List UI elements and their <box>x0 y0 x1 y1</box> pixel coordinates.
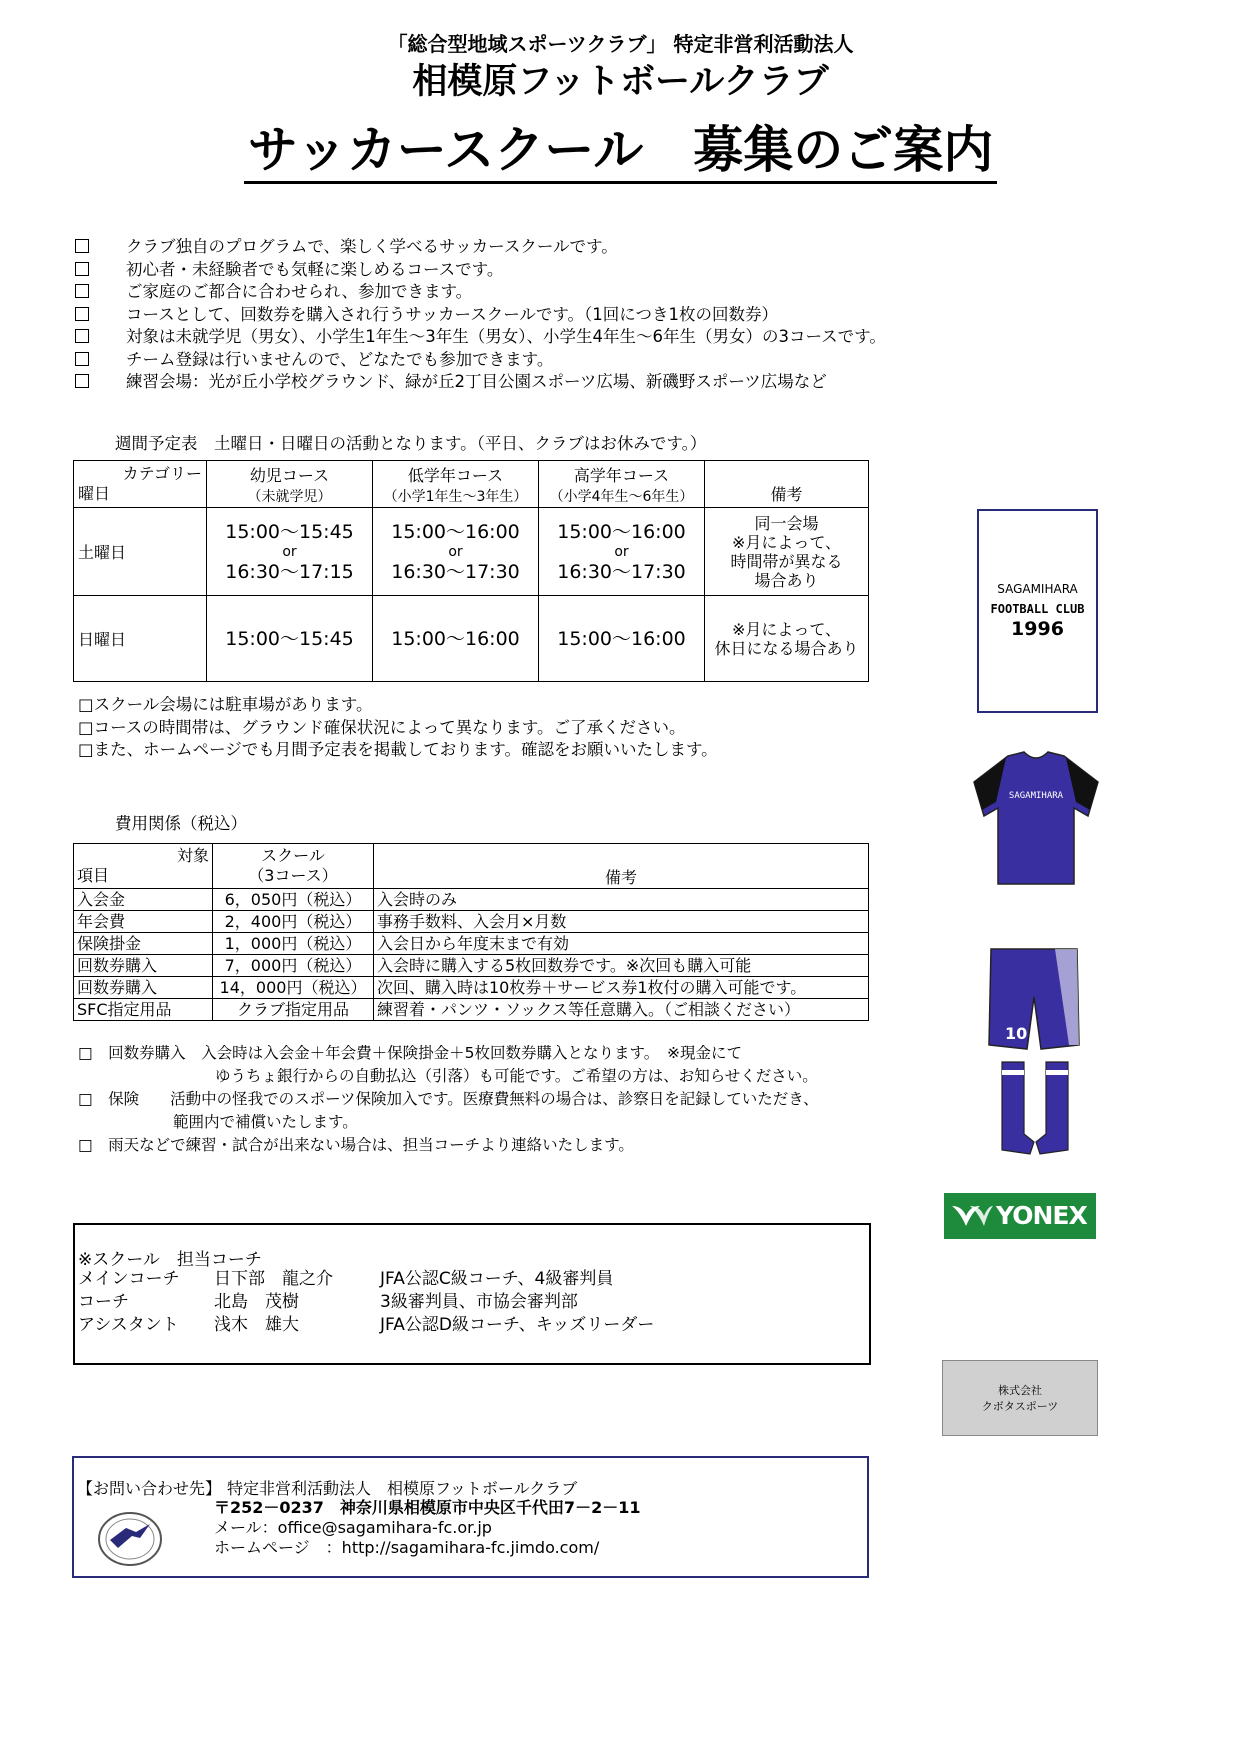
list-item: チーム登録は行いませんので、どなたでも参加できます。 <box>75 349 886 372</box>
remarks-header: 備考 <box>705 461 869 508</box>
table-row: SFC指定用品 クラブ指定用品 練習着・パンツ・ソックス等任意購入。（ご相談ください） <box>74 999 869 1021</box>
jersey-icon <box>970 750 1102 890</box>
yonex-logo <box>944 1193 1096 1239</box>
coach-box <box>73 1223 871 1365</box>
coach-names: 日下部 龍之介 北島 茂樹 浅木 雄大 <box>214 1269 333 1335</box>
schedule-notes <box>78 694 718 762</box>
list-item: □ 保険 活動中の怪我でのスポーツ保険加入です。医療費無料の場合は、診察日を記録していただき、 <box>78 1090 819 1108</box>
time-slot: 15:00～16:00 <box>539 596 705 682</box>
table-row: 保険掛金 1，000円（税込） 入会日から年度末まで有効 <box>74 933 869 955</box>
corner-cell: カテゴリー 曜日 <box>74 461 207 508</box>
coach-roles: メインコーチ コーチ アシスタント <box>78 1269 180 1335</box>
time-slot: 15:00～16:00 or 16:30～17:30 <box>539 508 705 596</box>
table-row <box>74 508 869 596</box>
schedule-caption: 週間予定表 土曜日・日曜日の活動となります。（平日、クラブはお休みです。） <box>115 434 707 453</box>
page-title: サッカースクール 募集のご案内 <box>0 110 1241 182</box>
yonex-mark-icon <box>950 1202 994 1230</box>
table-row: 入会金 6，050円（税込） 入会時のみ <box>74 889 869 911</box>
time-slot: 15:00～16:00 <box>373 596 539 682</box>
list-item: 練習会場：光が丘小学校グラウンド、緑が丘2丁目公園スポーツ広場、新磯野スポーツ広場など <box>75 371 886 394</box>
list-item: □また、ホームページでも月間予定表を掲載しております。確認をお願いいたします。 <box>78 740 718 759</box>
jersey-text: SAGAMIHARA <box>1008 791 1064 801</box>
checkbox-icon <box>75 352 89 366</box>
fees-table <box>73 843 869 1021</box>
checkbox-icon <box>75 262 89 276</box>
list-item: □ 雨天などで練習・試合が出来ない場合は、担当コーチより連絡いたします。 <box>78 1136 634 1154</box>
club-emblem-icon <box>96 1510 164 1568</box>
course-header: 高学年コース （小学4年生～6年生） <box>539 461 705 508</box>
contact-address: 〒252－0237 神奈川県相模原市中央区千代田7－2－11 <box>214 1498 641 1517</box>
club-name: 相模原フットボールクラブ <box>412 62 829 102</box>
time-slot: 15:00～16:00 or 16:30～17:30 <box>373 508 539 596</box>
day-label: 日曜日 <box>74 596 207 682</box>
contact-email[interactable]: メール：office@sagamihara-fc.or.jp <box>214 1518 492 1537</box>
list-item: クラブ独自のプログラムで、楽しく学べるサッカースクールです。 <box>75 236 886 259</box>
shorts-number: 10 <box>1005 1024 1028 1043</box>
remark-cell: ※月によって、 休日になる場合あり <box>705 596 869 682</box>
corner-cell: 対象 項目 <box>74 844 213 889</box>
remark-cell: 同一会場 ※月によって、 時間帯が異なる 場合あり <box>705 508 869 596</box>
checkbox-icon <box>75 374 89 388</box>
list-item: 初心者・未経験者でも気軽に楽しめるコースです。 <box>75 259 886 282</box>
day-label: 土曜日 <box>74 508 207 596</box>
shorts-icon <box>985 945 1083 1055</box>
coach-title: ※スクール 担当コーチ <box>78 1250 262 1270</box>
fees-caption: 費用関係（税込） <box>115 814 247 833</box>
list-item: ゆうちょ銀行からの自動払込（引落）も可能です。ご希望の方は、お知らせください。 <box>215 1067 818 1085</box>
club-logo-box: SAGAMIHARA FOOTBALL CLUB 1996 <box>977 509 1098 713</box>
table-row: 回数券購入 14，000円（税込） 次回、購入時は10枚券＋サービス券1枚付の購入可能です。 <box>74 977 869 999</box>
coach-qualifications: JFA公認C級コーチ、4級審判員 3級審判員、市協会審判部 JFA公認D級コーチ、キッズリーダー <box>380 1269 655 1335</box>
schedule-table <box>73 460 869 682</box>
time-slot: 15:00～15:45 <box>207 596 373 682</box>
time-slot: 15:00～15:45 or 16:30～17:15 <box>207 508 373 596</box>
contact-header: 【お問い合わせ先】 特定非営利活動法人 相模原フットボールクラブ <box>77 1479 578 1498</box>
checkbox-icon <box>75 239 89 253</box>
list-item: ご家庭のご都合に合わせられ、参加できます。 <box>75 281 886 304</box>
socks-icon <box>988 1058 1084 1158</box>
list-item: 対象は未就学児（男女）、小学生1年生～3年生（男女）、小学生4年生～6年生（男女）の3コースです。 <box>75 326 886 349</box>
list-item: 範囲内で補償いたします。 <box>173 1113 358 1131</box>
checkbox-icon <box>75 329 89 343</box>
list-item: □コースの時間帯は、グラウンド確保状況によって異なります。ご了承ください。 <box>78 717 686 737</box>
fee-notes <box>78 1042 819 1157</box>
feature-list <box>75 236 886 394</box>
yonex-wordmark: YONEX <box>996 1201 1087 1230</box>
contact-box <box>72 1456 869 1578</box>
header-subtitle: 「総合型地域スポーツクラブ」 特定非営利活動法人 <box>387 32 854 56</box>
course-header: 幼児コース （未就学児） <box>207 461 373 508</box>
school-header: スクール （3コース） <box>213 844 374 889</box>
kubota-sports-box: 株式会社 クボタスポーツ <box>942 1360 1098 1436</box>
remarks-header: 備考 <box>374 844 869 889</box>
course-header: 低学年コース （小学1年生～3年生） <box>373 461 539 508</box>
checkbox-icon <box>75 307 89 321</box>
table-row: 回数券購入 7，000円（税込） 入会時に購入する5枚回数券です。※次回も購入可能 <box>74 955 869 977</box>
contact-details <box>214 1498 640 1558</box>
table-row: 年会費 2，400円（税込） 事務手数料、入会月×月数 <box>74 911 869 933</box>
list-item: □ 回数券購入 入会時は入会金＋年会費＋保険掛金＋5枚回数券購入となります。 ※現金にて <box>78 1044 743 1062</box>
contact-homepage[interactable]: ホームページ ：http://sagamihara-fc.jimdo.com/ <box>214 1538 600 1557</box>
table-row <box>74 596 869 682</box>
checkbox-icon <box>75 284 89 298</box>
list-item: コースとして、回数券を購入され行うサッカースクールです。（1回につき1枚の回数券） <box>75 304 886 327</box>
list-item: □スクール会場には駐車場があります。 <box>78 695 373 714</box>
